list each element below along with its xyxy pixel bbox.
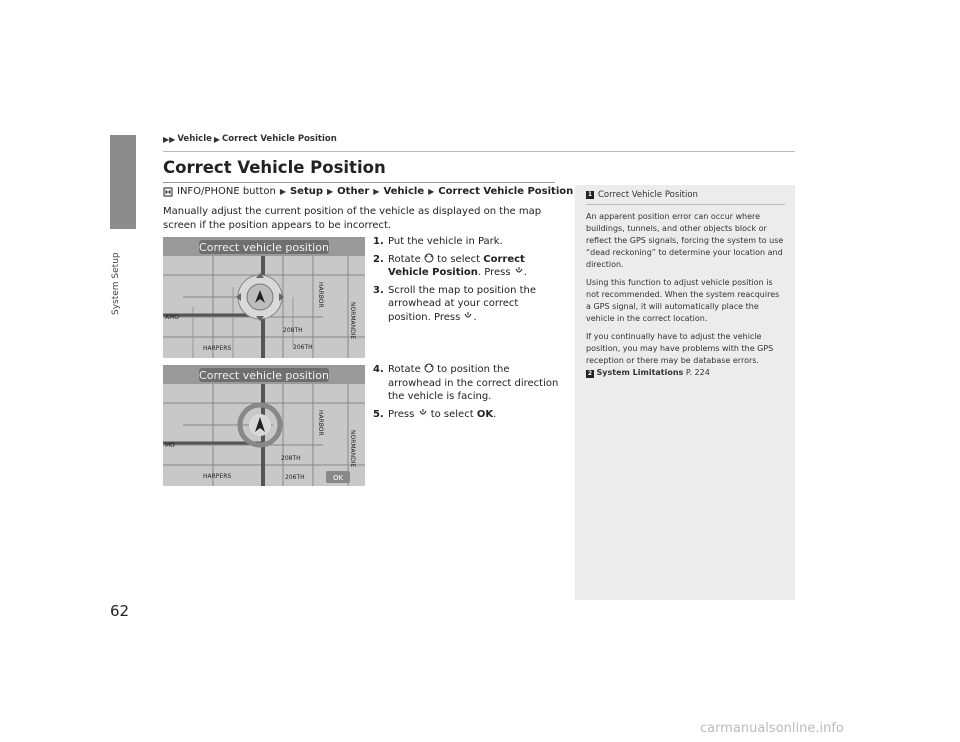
- step-5: [373, 408, 563, 422]
- path-start: INFO/PHONE button: [177, 186, 276, 197]
- rotate-knob-icon: [424, 253, 434, 263]
- press-knob-icon: [514, 266, 524, 276]
- map-ok-button: OK: [332, 474, 344, 482]
- step-text: Press to select OK.: [388, 408, 497, 420]
- steps-group-2: [373, 363, 563, 425]
- path-other: Other: [337, 186, 370, 197]
- step-number: 5.: [373, 408, 384, 420]
- page-number: 62: [110, 602, 130, 620]
- map-label-208th-2: 208TH: [281, 455, 301, 462]
- home-icon: [163, 187, 173, 197]
- map-label-harbor: HARBOR: [317, 282, 324, 308]
- step-text-part: Rotate: [388, 364, 421, 375]
- step-text: Rotate to select Correct Vehicle Position. Press .: [388, 253, 527, 278]
- sidebar-link-page: P. 224: [685, 368, 710, 377]
- sidebar-paragraph-2: Using this function to adjust vehicle position is not recommended. When the system reacquires a GPS signal, it will automatically place the vehicle in the correct location.: [586, 278, 780, 323]
- sidebar-link-text[interactable]: System Limitations: [596, 368, 684, 377]
- triangle-icon: ▶▶: [163, 134, 176, 144]
- triangle-icon: ▶: [213, 134, 221, 144]
- step-text-part: to select: [430, 408, 474, 420]
- triangle-icon: ▶: [279, 187, 286, 196]
- intro-text: Manually adjust the current position of the vehicle as displayed on the map screen if the position appears to be incorrect.: [163, 206, 542, 231]
- triangle-icon: ▶: [327, 187, 334, 196]
- map-screenshot-1: [163, 237, 365, 358]
- map-label-harbor-2: HARBOR: [317, 410, 324, 436]
- step-3: [373, 284, 563, 325]
- sidebar-note: [575, 185, 795, 600]
- map-label-normandie-2: NORMANDIE: [349, 430, 356, 468]
- sidebar-title-text: Correct Vehicle Position: [598, 190, 698, 200]
- step-text-part: Rotate: [388, 253, 421, 265]
- map-label-harpers-2: HARPERS: [203, 473, 232, 480]
- breadcrumb: [163, 134, 337, 144]
- map-title-1: Correct vehicle position: [199, 241, 329, 254]
- sidebar-link[interactable]: [586, 367, 785, 379]
- step-number: 2.: [373, 253, 384, 265]
- map-label-amo: AMO: [165, 314, 180, 321]
- step-text-part: Scroll the map to position the arrowhead at your correct position. Press: [388, 284, 536, 323]
- note-icon: 1: [587, 191, 593, 198]
- sidebar-paragraph-3: [586, 331, 785, 367]
- step-text-part: to select: [437, 253, 481, 265]
- press-knob-icon: [418, 408, 428, 418]
- path-correct-vehicle-position: Correct Vehicle Position: [438, 186, 574, 197]
- breadcrumb-vehicle[interactable]: Vehicle: [177, 134, 212, 144]
- map-label-208th: 208TH: [283, 327, 303, 334]
- map-label-206th: 206TH: [293, 344, 313, 351]
- page-title: Correct Vehicle Position: [163, 158, 386, 177]
- map-label-mo: MO: [165, 442, 175, 449]
- sidebar-paragraph-3-text: If you continually have to adjust the vehicle position, you may have problems with the GPS reception or there may be database errors.: [586, 332, 774, 365]
- map-label-206th-2: 206TH: [285, 474, 305, 481]
- step-4: [373, 363, 563, 404]
- step-text-part: to position the arrowhead in the correct direction the vehicle is facing.: [388, 364, 559, 402]
- section-label: System Setup: [111, 252, 121, 315]
- sidebar-title: [586, 189, 785, 205]
- steps-group-1: [373, 235, 563, 328]
- section-tab: [110, 135, 136, 229]
- sidebar-paragraph-1: An apparent position error can occur where buildings, tunnels, and other objects block or reflect the GPS signals, forcing the system to use “dead reckoning” to determine your location and direction.: [586, 212, 784, 269]
- map-label-normandie: NORMANDIE: [349, 302, 356, 340]
- press-knob-icon: [463, 311, 473, 321]
- step-emphasis: Correct Vehicle Position: [388, 253, 525, 278]
- rotate-knob-icon: [424, 363, 434, 373]
- map-screenshot-2: [163, 365, 365, 486]
- triangle-icon: ▶: [373, 187, 380, 196]
- step-1: [373, 235, 563, 249]
- step-text: Put the vehicle in Park.: [388, 236, 503, 247]
- step-number: 1.: [373, 236, 384, 247]
- breadcrumb-current: Correct Vehicle Position: [222, 134, 337, 144]
- triangle-icon: ▶: [428, 187, 435, 196]
- path-setup: Setup: [289, 186, 324, 197]
- footer-watermark: carmanualsonline.info: [700, 721, 844, 736]
- step-emphasis: OK: [476, 408, 494, 420]
- step-text-part: . Press: [477, 267, 511, 278]
- step-text-part: Press: [388, 408, 415, 420]
- path-vehicle: Vehicle: [383, 186, 425, 197]
- reference-icon: 2: [587, 370, 593, 377]
- step-2: [373, 253, 563, 280]
- menu-path: [163, 186, 573, 197]
- step-number: 4.: [373, 364, 384, 375]
- map-title-2: Correct vehicle position: [199, 369, 329, 382]
- header-divider: [163, 151, 795, 152]
- title-underline: [163, 182, 555, 183]
- step-text: Scroll the map to position the arrowhead at your correct position. Press .: [388, 284, 536, 323]
- map-label-harpers: HARPERS: [203, 345, 232, 352]
- step-number: 3.: [373, 284, 384, 296]
- step-text: [388, 363, 563, 404]
